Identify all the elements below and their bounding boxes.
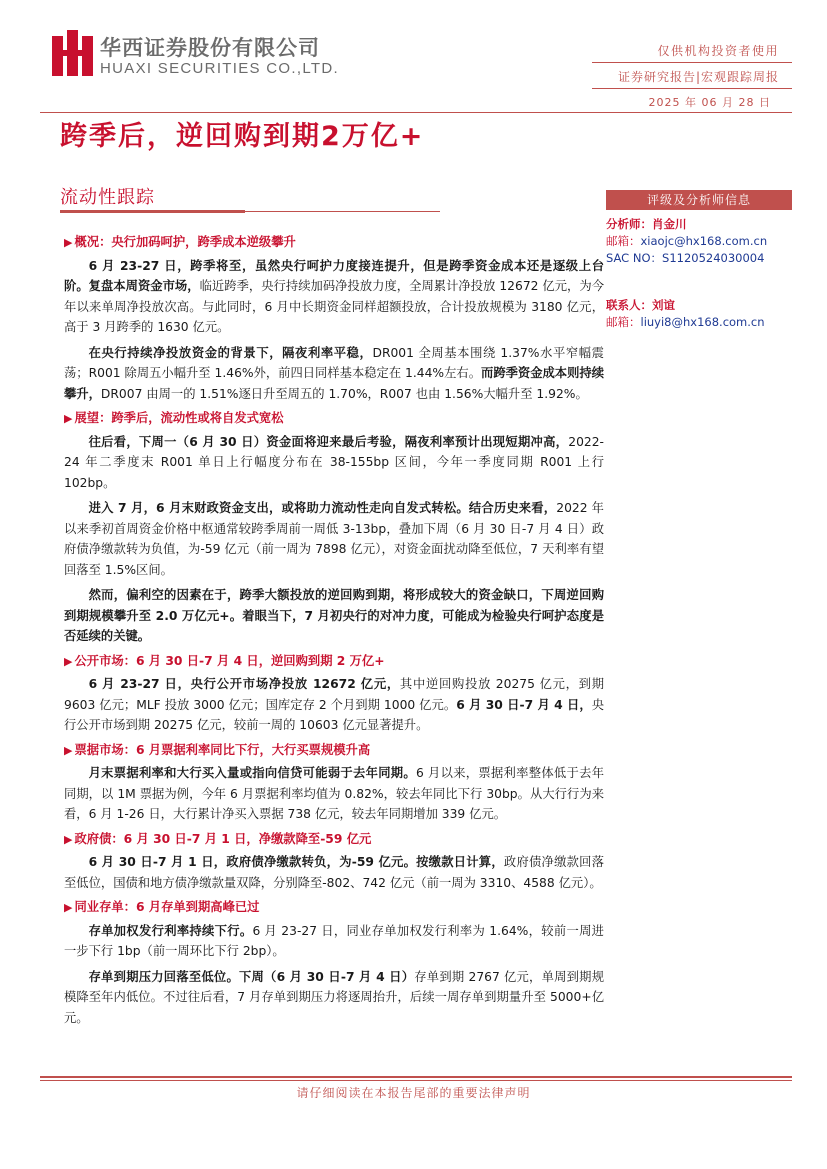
paragraph: [64, 498, 604, 580]
emphasis-text: 6 月 30 日-7 月 4 日，: [456, 697, 592, 712]
body-text: 2022 年以来季初首周资金价格中枢通常较跨季周前一周低 3-13bp，叠加下周（6 月 30 日-7 月 4 日）政府债净缴款转为负值，为-59 亿元（前一周为 7898 亿元），对资金面扰动降至低位，7 天利率有望回落至 1.5%区间。: [64, 501, 604, 577]
section-heading-text: 概况：央行加码呵护，跨季成本逆级攀升: [74, 235, 296, 249]
section-title: 流动性跟踪: [60, 187, 155, 208]
section-heading: [64, 408, 604, 430]
header-rule-main: [40, 112, 792, 113]
section-heading-text: 同业存单：6 月存单到期高峰已过: [74, 900, 260, 914]
contact-name: 联系人：刘谊: [606, 298, 675, 312]
body-text: 政府债净缴款回落至低位，国债和地方债净缴款量双降，分别降至-802、742 亿元（前一周为 3310、4588 亿元）。: [64, 855, 604, 890]
emphasis-text: 6 月 23-27 日，跨季将至，虽然央行呵护力度接连提升，但是跨季资金成本还是逐级上台阶。复盘本周资金市场，: [64, 258, 604, 293]
arrow-icon: ▶: [64, 236, 73, 249]
paragraph: [64, 674, 604, 736]
report-body: [64, 228, 604, 1028]
body-text: 存单到期 2767 亿元，单周到期规模降至年内低位。不过往后看，7 月存单到期压力将逐周抬升，后续一周存单到期量升至 5000+亿元。: [64, 969, 604, 1025]
paragraph: [64, 967, 604, 1029]
emphasis-text: 进入 7 月，6 月末财政资金支出，或将助力流动性走向自发式转松。结合历史来看，: [88, 501, 557, 515]
paragraph: [64, 763, 604, 825]
analyst-name: 分析师：肖金川: [606, 217, 687, 231]
section-rule-accent: [60, 210, 245, 213]
emphasis-text: 存单加权发行利率持续下行。: [88, 923, 253, 938]
body-text: 6 月以来，票据利率整体低于去年同期，以 1M 票据为例，今年 6 月票据利率均值为 0.82%，较去年同比下行 30bp。从大行行为来看，6 月 1-26 日，大行累计净买入票据 738 亿元，较去年同期增加 339 亿元。: [64, 766, 604, 821]
arrow-icon: ▶: [64, 654, 73, 668]
company-logo-mark: [52, 30, 94, 76]
emphasis-text: 而跨季资金成本则持续攀升，: [64, 366, 604, 401]
analyst-sac: SAC NO：S1120524030004: [606, 251, 765, 265]
header-rule-2: [592, 88, 792, 89]
header-rule-1: [592, 62, 792, 63]
emphasis-text: 月末票据利率和大行买入量或指向信贷可能弱于去年同期。: [88, 766, 416, 780]
paragraph: [64, 921, 604, 962]
emphasis-text: 往后看，下周一（6 月 30 日）资金面将迎来最后考验，隔夜利率预计出现短期冲高，: [88, 434, 569, 449]
legal-notice: 请仔细阅读在本报告尾部的重要法律声明: [296, 1086, 531, 1100]
emphasis-text: 6 月 30 日-7 月 1 日，政府债净缴款转负，为-59 亿元。按缴款日计算，: [88, 855, 504, 869]
arrow-icon: ▶: [64, 832, 73, 846]
body-text: 央行公开市场到期 20275 亿元，较前一周的 10603 亿元显著提升。: [64, 697, 604, 732]
body-text: 6 月 23-27 日，同业存单加权发行利率为 1.64%，较前一周进一步下行 1bp（前一周环比下行 2bp）。: [64, 923, 604, 958]
section-heading-text: 展望：跨季后，流动性或将自发式宽松: [74, 411, 284, 425]
emphasis-text: 存单到期压力回落至低位。下周（6 月 30 日-7 月 4 日）: [88, 969, 415, 984]
body-text: 临近跨季，央行持续加码净投放力度，全周累计净投放 12672 亿元，为今年以来单周净投放次高。与此同时，6 月中长期资金同样超额投放，合计投放规模为 3180 亿元，高于 3 月跨季的 1630 亿元。: [64, 279, 604, 334]
section-heading-text: 票据市场：6 月票据利率同比下行，大行买票规模升高: [74, 742, 371, 757]
analyst-email[interactable]: 邮箱：xiaojc@hx168.com.cn: [606, 234, 768, 248]
arrow-icon: ▶: [64, 901, 73, 914]
company-name-cn: 华西证券股份有限公司: [100, 35, 320, 60]
paragraph: [64, 585, 604, 647]
section-heading: [64, 651, 604, 673]
report-title: 跨季后，逆回购到期2万亿+: [60, 121, 425, 152]
footer-rule-thin: [40, 1080, 792, 1081]
report-date: 2025 年 06 月 28 日: [648, 96, 771, 109]
paragraph: [64, 852, 604, 893]
arrow-icon: ▶: [64, 743, 73, 757]
footer-rule: [40, 1076, 792, 1078]
contact-email[interactable]: 邮箱：liuyi8@hx168.com.cn: [606, 315, 765, 329]
section-heading: [64, 829, 604, 851]
company-name-en: HUAXI SECURITIES CO.,LTD.: [100, 60, 339, 77]
usage-tag: 仅供机构投资者使用: [657, 44, 779, 58]
paragraph: [64, 343, 604, 405]
section-heading-text: 政府债：6 月 30 日-7 月 1 日，净缴款降至-59 亿元: [74, 831, 372, 846]
section-heading: [64, 897, 604, 919]
analyst-info-heading: 评级及分析师信息: [606, 190, 792, 210]
body-text: 2022-24 年二季度末 R001 单日上行幅度分布在 38-155bp 区间，今年一季度同期 R001 上行 102bp。: [64, 434, 604, 490]
emphasis-text: 6 月 23-27 日，央行公开市场净投放 12672 亿元，: [88, 677, 400, 691]
report-type: 证券研究报告|宏观跟踪周报: [617, 70, 779, 84]
arrow-icon: ▶: [64, 412, 73, 425]
emphasis-text: 然而，偏利空的因素在于，跨季大额投放的逆回购到期，将形成较大的资金缺口，下周逆回购到期规模攀升至 2.0 万亿元+。着眼当下，7 月初央行的对冲力度，可能成为检验央行呵护态度是否延续的关键。: [64, 588, 604, 643]
body-text: 其中逆回购投放 20275 亿元，到期 9603 亿元；MLF 投放 3000 亿元；国库定存 2 个月到期 1000 亿元。: [64, 677, 605, 712]
section-heading-text: 公开市场：6 月 30 日-7 月 4 日，逆回购到期 2 万亿+: [74, 653, 385, 668]
body-text: DR001 全周基本围绕 1.37%水平窄幅震荡；R001 除周五小幅升至 1.46%外，前四日同样基本稳定在 1.44%左右。: [64, 345, 604, 380]
emphasis-text: 在央行持续净投放资金的背景下，隔夜利率平稳，: [88, 345, 373, 360]
section-heading: [64, 740, 604, 762]
paragraph: [64, 432, 604, 494]
section-heading: [64, 232, 604, 254]
paragraph: [64, 256, 604, 338]
body-text: DR007 由周一的 1.51%逐日升至周五的 1.70%，R007 也由 1.56%大幅升至 1.92%。: [100, 386, 588, 401]
